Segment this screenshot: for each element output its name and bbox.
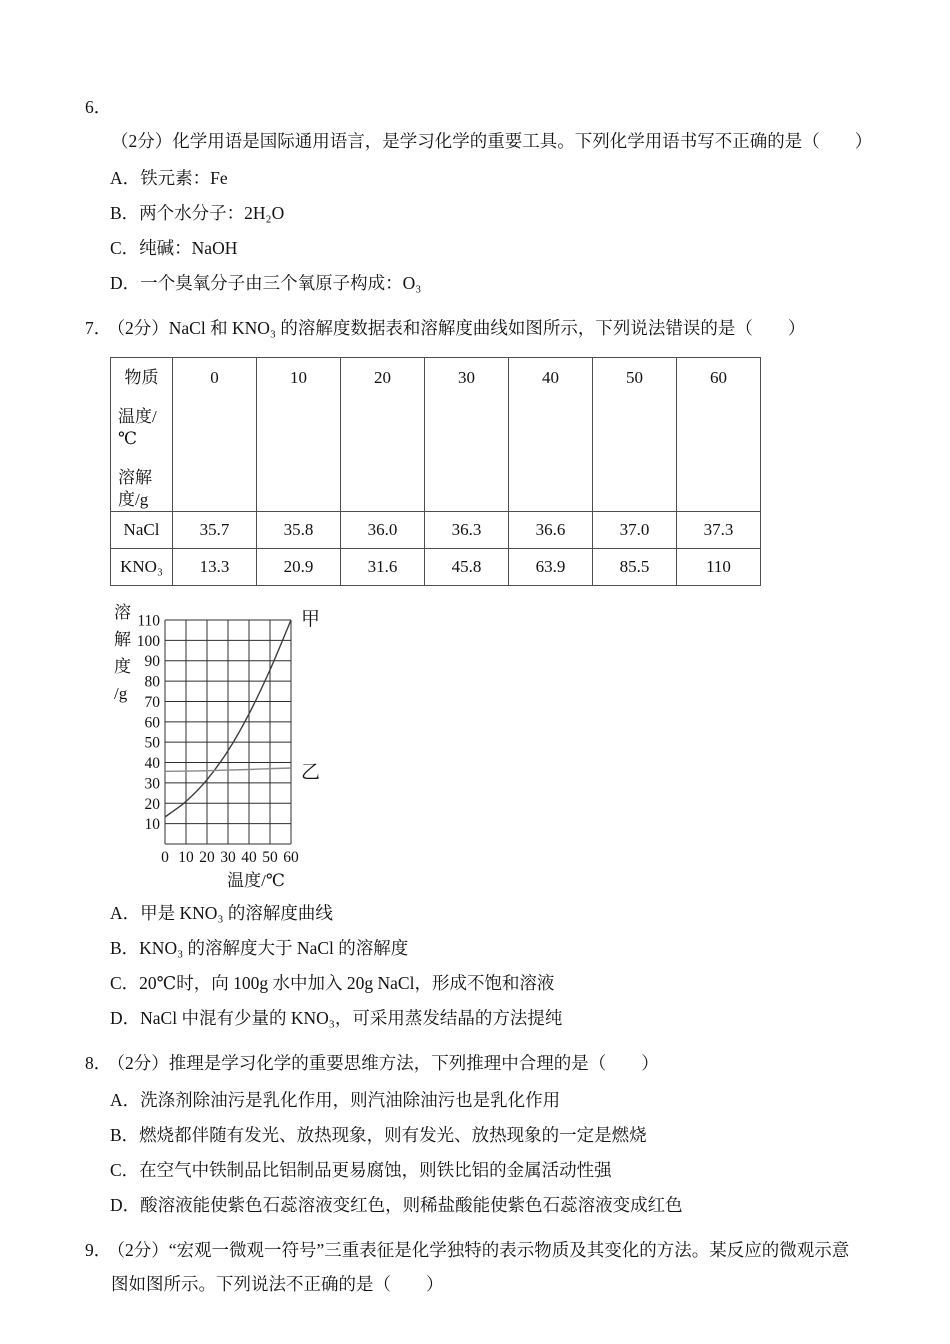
chart-grid (165, 620, 291, 844)
chart-y-axis-label: 溶 (114, 603, 131, 622)
q7-option-d: D．NaCl 中混有少量的 KNO₃，可采用蒸发结晶的方法提纯 (110, 1008, 563, 1028)
solubility-value-cell: 36.3 (425, 512, 509, 549)
x-tick-label: 20 (199, 849, 215, 866)
solubility-value-cell: 110 (677, 549, 761, 586)
question-6-number: 6． (85, 97, 112, 117)
temperature-header-cell: 60 (677, 358, 761, 512)
question-7-text: （2分）NaCl 和 KNO₃ 的溶解度数据表和溶解度曲线如图所示，下列说法错误的是（ ） (116, 318, 806, 338)
solubility-value-cell: 37.0 (593, 512, 677, 549)
temperature-header-cell: 0 (173, 358, 257, 512)
x-tick-label: 10 (178, 849, 194, 866)
question-8-number: 8． (85, 1053, 112, 1073)
question-6-options (85, 161, 865, 301)
chart-y-axis-label: 度 (114, 657, 131, 676)
question-9-text: （2分）“宏观一微观一符号”三重表征是化学独特的表示物质及其变化的方法。某反应的微观示意图如图所示。下列说法不正确的是（ ） (111, 1240, 850, 1294)
question-7-stem (85, 311, 865, 345)
question-8-stem (85, 1046, 865, 1080)
x-tick-label: 50 (262, 849, 278, 866)
x-tick-label: 0 (161, 849, 169, 866)
temperature-header-cell: 20 (341, 358, 425, 512)
solubility-value-cell: 20.9 (257, 549, 341, 586)
series-label-乙: 乙 (301, 762, 321, 784)
y-tick-label: 100 (136, 632, 160, 650)
solubility-value-cell: 35.7 (173, 512, 257, 549)
y-tick-label: 20 (144, 795, 160, 813)
chart-y-axis-label: /g (114, 684, 128, 703)
solubility-value-cell: 36.6 (509, 512, 593, 549)
y-tick-label: 40 (144, 755, 160, 773)
y-tick-label: 70 (144, 693, 160, 711)
question-8 (85, 1046, 865, 1223)
solubility-chart (108, 598, 453, 896)
corner-label: 物质 (124, 368, 159, 387)
x-tick-label: 60 (283, 849, 299, 866)
q7-option-b: B．KNO₃ 的溶解度大于 NaCl 的溶解度 (110, 938, 409, 958)
y-tick-label: 80 (144, 673, 160, 691)
solubility-value-cell: 63.9 (509, 549, 593, 586)
question-6 (85, 90, 873, 301)
solubility-value-cell: 85.5 (593, 549, 677, 586)
y-tick-label: 90 (144, 653, 160, 671)
table-header-row (111, 358, 761, 512)
x-tick-label: 40 (241, 849, 257, 866)
q6-option-a: A．铁元素：Fe (110, 168, 228, 188)
solubility-value-cell: 45.8 (425, 549, 509, 586)
solubility-value-cell: 36.0 (341, 512, 425, 549)
question-9-number: 9． (85, 1240, 112, 1260)
q6-option-c: C．纯碱：NaOH (110, 238, 238, 258)
temperature-header-cell: 10 (257, 358, 341, 512)
q7-option-a: A．甲是 KNO₃ 的溶解度曲线 (110, 903, 333, 923)
temperature-header-cell: 40 (509, 358, 593, 512)
solubility-value-cell: 13.3 (173, 549, 257, 586)
table-row-nacl (111, 512, 761, 549)
y-tick-label: 30 (144, 775, 160, 793)
solubility-curve-svg (108, 598, 453, 896)
series-label-甲: 甲 (301, 609, 321, 630)
question-8-text: （2分）推理是学习化学的重要思维方法，下列推理中合理的是（ ） (116, 1053, 659, 1073)
solubility-table (110, 357, 761, 586)
substance-cell: NaCl (111, 512, 173, 549)
q8-option-c: C．在空气中铁制品比铝制品更易腐蚀，则铁比铝的金属活动性强 (110, 1160, 612, 1180)
temperature-header-cell: 50 (593, 358, 677, 512)
temperature-header-cell: 30 (425, 358, 509, 512)
question-9 (85, 1233, 865, 1301)
solubility-value-cell: 31.6 (341, 549, 425, 586)
corner-label: 溶解度/g (118, 468, 152, 509)
question-7-options (85, 896, 865, 1036)
q6-option-b: B．两个水分子：2H₂O (110, 203, 285, 223)
question-6-stem (85, 90, 873, 158)
substance-cell: KNO₃ (111, 549, 173, 586)
question-9-stem (85, 1233, 865, 1301)
q8-option-a: A．洗涤剂除油污是乳化作用，则汽油除油污也是乳化作用 (110, 1090, 561, 1110)
y-tick-label: 60 (144, 714, 160, 732)
q7-option-c: C．20℃时，向 100g 水中加入 20g NaCl，形成不饱和溶液 (110, 973, 555, 993)
solubility-value-cell: 35.8 (257, 512, 341, 549)
corner-label: 温度/℃ (118, 407, 157, 448)
chart-y-axis-label: 解 (114, 630, 131, 649)
q8-option-d: D．酸溶液能使紫色石蕊溶液变红色，则稀盐酸能使紫色石蕊溶液变成红色 (110, 1195, 683, 1215)
question-7-number: 7． (85, 318, 112, 338)
table-corner-cell (111, 358, 173, 512)
question-7 (85, 311, 865, 1036)
chart-x-axis-label: 温度/℃ (227, 871, 285, 890)
y-tick-label: 110 (137, 612, 160, 630)
y-tick-label: 50 (144, 734, 160, 752)
q6-option-d: D．一个臭氧分子由三个氧原子构成：O₃ (110, 273, 422, 293)
table-row-kno (111, 549, 761, 586)
solubility-value-cell: 37.3 (677, 512, 761, 549)
question-8-options (85, 1083, 865, 1223)
question-6-text: （2分）化学用语是国际通用语言，是学习化学的重要工具。下列化学用语书写不正确的是（ ） (111, 131, 873, 151)
y-tick-label: 10 (144, 816, 160, 834)
q8-option-b: B．燃烧都伴随有发光、放热现象，则有发光、放热现象的一定是燃烧 (110, 1125, 647, 1145)
x-tick-label: 30 (220, 849, 236, 866)
